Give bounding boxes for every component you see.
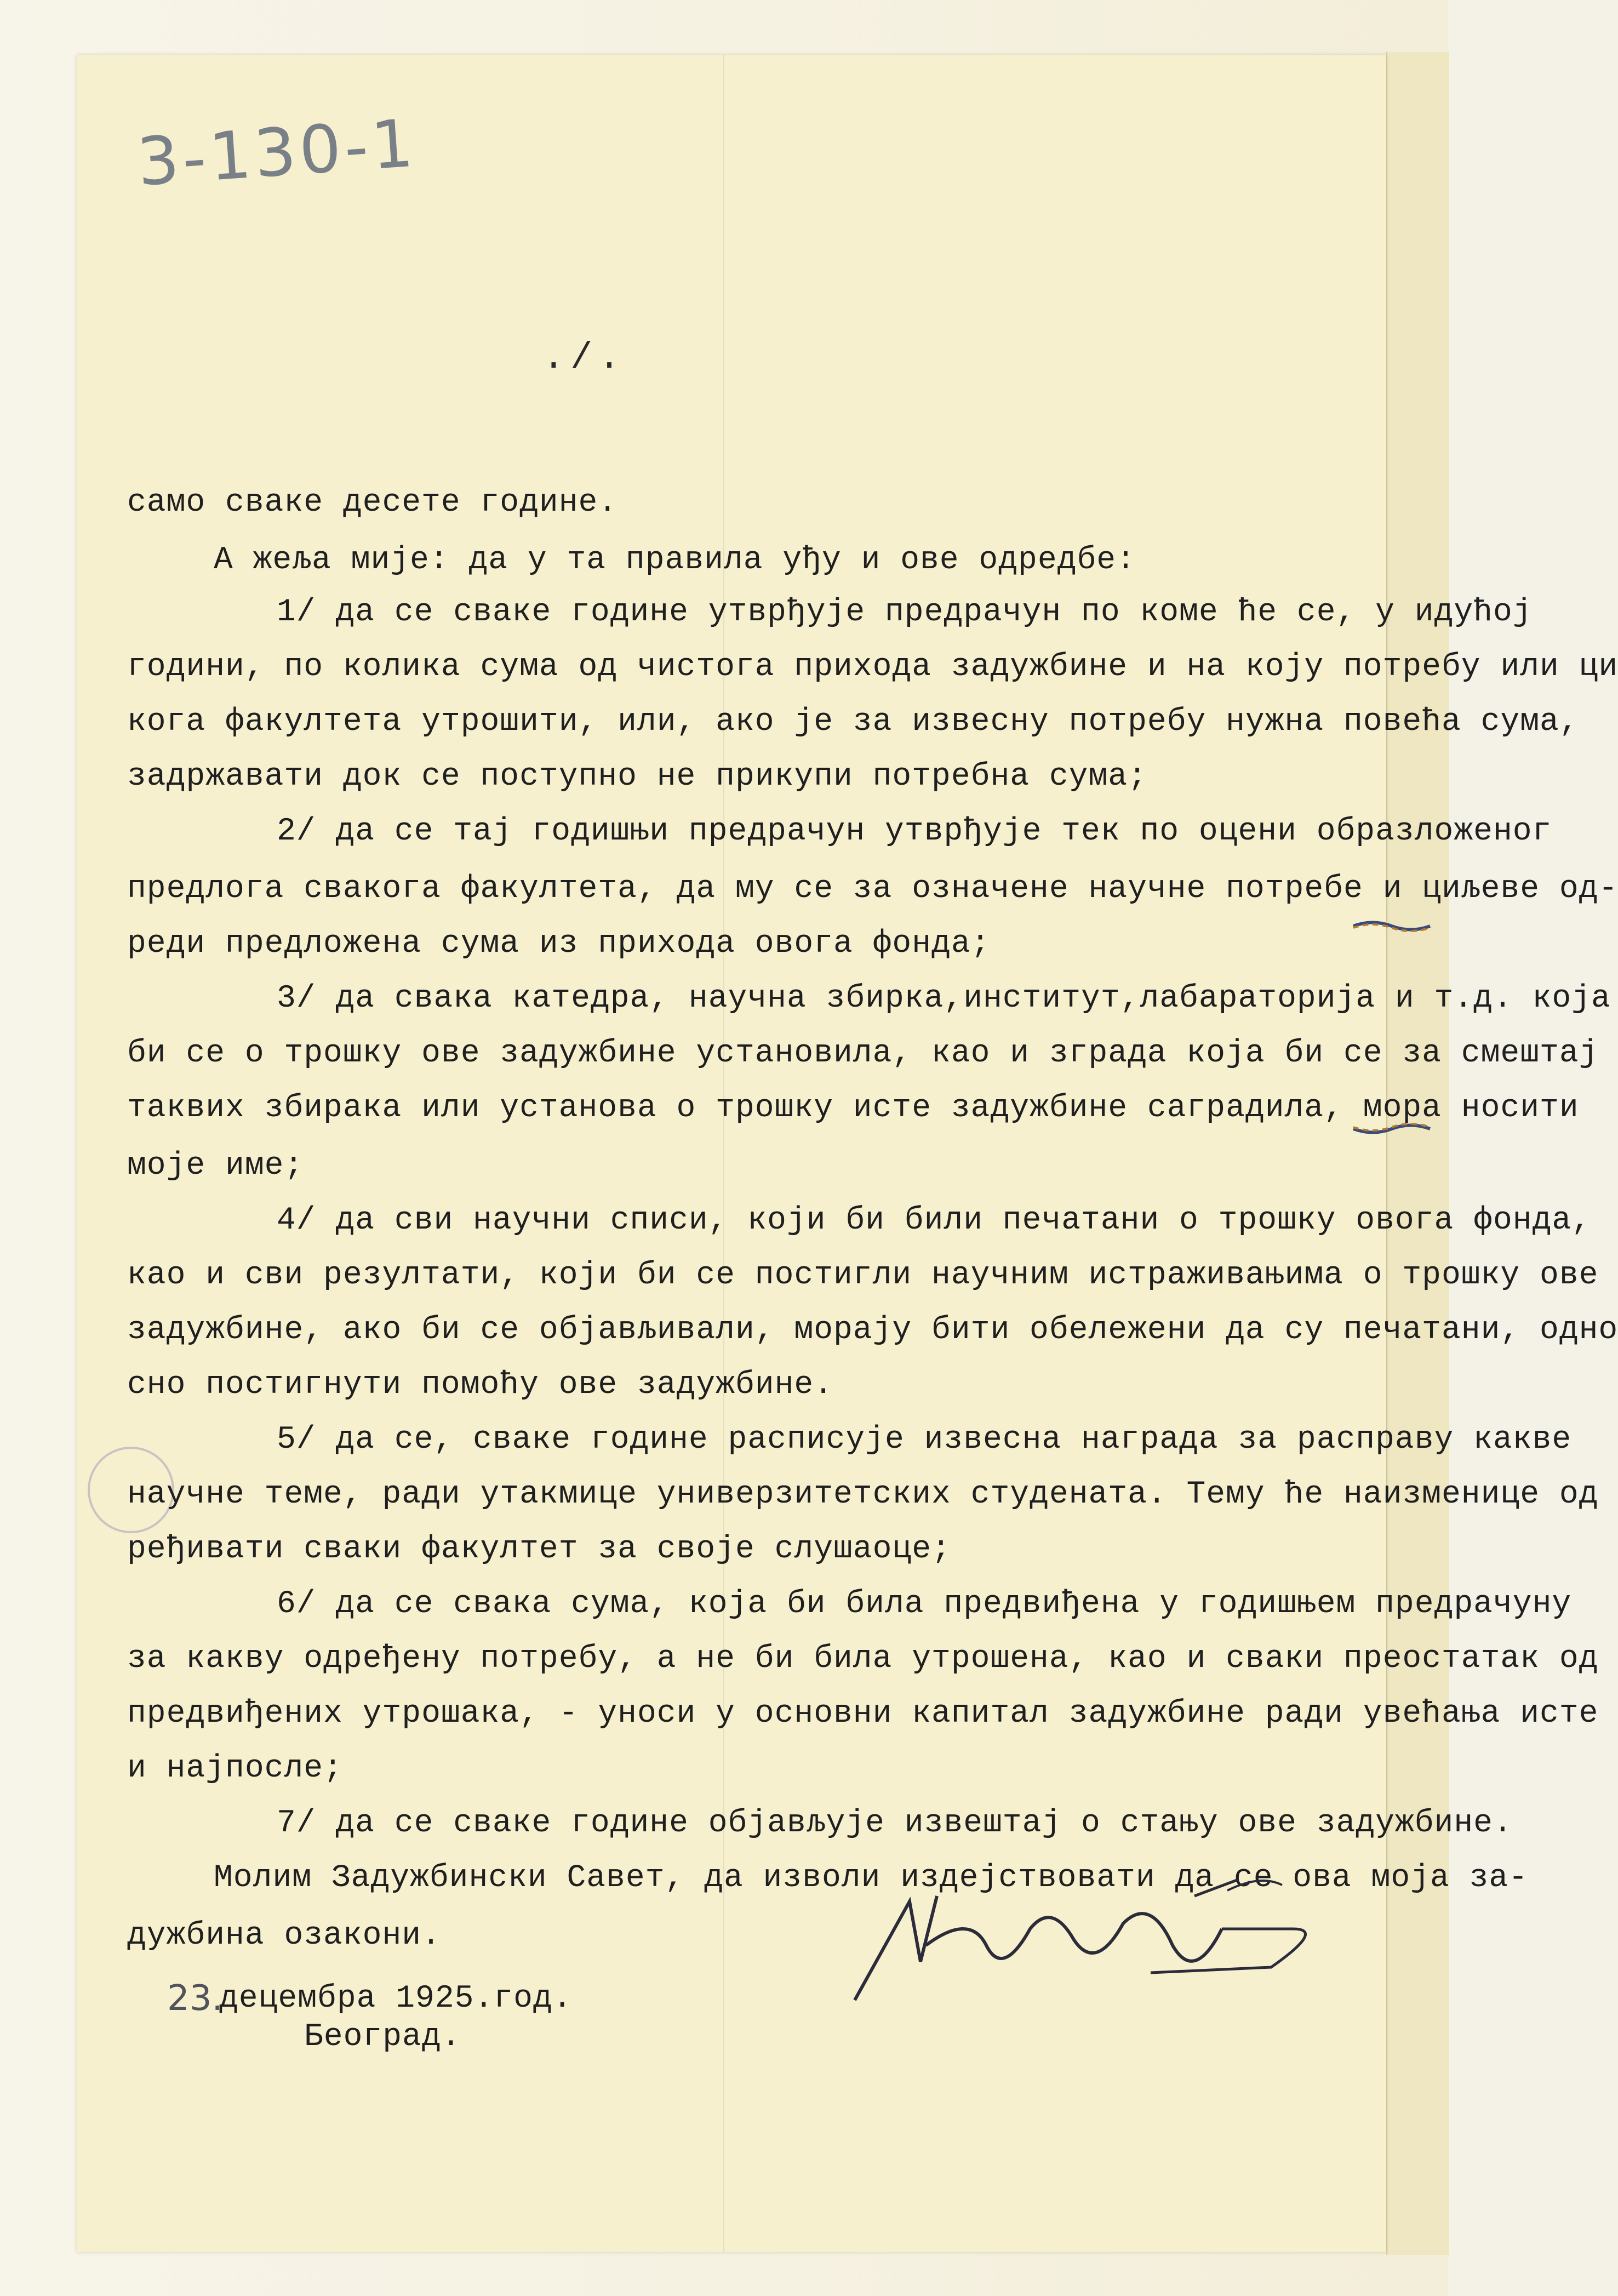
text-line: предвиђених утрошака, - уноси у основни капитал задужбине ради увећања исте [127, 1696, 1599, 1732]
text-line: дужбина озакони. [127, 1918, 441, 1954]
text-line: 7/ да се сваке године објављује извештај о стању ове задужбине. [277, 1806, 1513, 1841]
date-line: децембра 1925.год. [219, 1981, 573, 2017]
text-line: ређивати сваки факултет за своје слушаоце; [127, 1532, 951, 1567]
text-line: и најпосле; [127, 1751, 343, 1786]
text-line: кога факултета утрошити, или, ако је за извесну потребу нужна повећа сума, [127, 704, 1579, 740]
text-line: 2/ да се тај годишњи предрачун утврђује тек по оцени образложеног [277, 814, 1552, 849]
text-line: 3/ да свака катедра, научна збирка,институт,лабараторија и т.д. која [277, 981, 1611, 1016]
binding-thread-top [1353, 918, 1430, 934]
text-line: као и сви резултати, који би се постигли научним истраживањима о трошку ове [127, 1258, 1599, 1293]
text-line: предлога свакога факултета, да му се за означене научне потребе и циљеве од- [127, 871, 1618, 907]
next-page-edge [1386, 52, 1449, 2255]
text-line: 4/ да сви научни списи, који би били печатани о трошку овога фонда, [277, 1203, 1591, 1238]
signature [844, 1863, 1337, 2017]
archive-number: 3-130-1 [134, 105, 419, 201]
text-line: А жеља мије: да у та правила уђу и ове одредбе: [214, 542, 1136, 578]
text-line: години, по колика сума од чистога прихода задужбине и на коју потребу или ци [127, 649, 1618, 685]
text-line: 1/ да се сваке године утврђује предрачун по коме ће се, у идућој [277, 595, 1533, 630]
city-line: Београд. [304, 2019, 461, 2055]
text-line: Молим Задужбински Савет, да изволи издејствовати да се ова моја за- [214, 1860, 1528, 1896]
text-line: 5/ да се, сваке године расписује извесна награда за расправу какве [277, 1422, 1572, 1458]
text-line: задржавати док се поступно не прикупи потребна сума; [127, 759, 1147, 795]
text-line: таквих збирака или установа о трошку исте задужбине саградила, мора носити [127, 1090, 1579, 1126]
text-line: задужбине, ако би се објављивали, морају бити обележени да су печатани, одно [127, 1312, 1618, 1348]
text-line: 6/ да се свака сума, која би била предвиђена у годишњем предрачуну [277, 1586, 1572, 1622]
page-continuation-mark: ./. [542, 337, 626, 379]
text-line: само сваке десете године. [127, 485, 618, 521]
text-line: би се о трошку ове задужбине установила, као и зграда која би се за смештај [127, 1036, 1599, 1071]
text-line: за какву одређену потребу, а не би била утрошена, као и сваки преостатак од [127, 1641, 1599, 1677]
text-line: научне теме, ради утакмице универзитетских студената. Тему ће наизменице од [127, 1477, 1599, 1512]
text-line: сно постигнути помоћу ове задужбине. [127, 1367, 834, 1403]
handwritten-day: 23. [167, 1978, 223, 2019]
page-fold [723, 55, 724, 2252]
text-line: моје име; [127, 1148, 304, 1184]
text-line: реди предложена сума из прихода овога фонда; [127, 926, 991, 962]
